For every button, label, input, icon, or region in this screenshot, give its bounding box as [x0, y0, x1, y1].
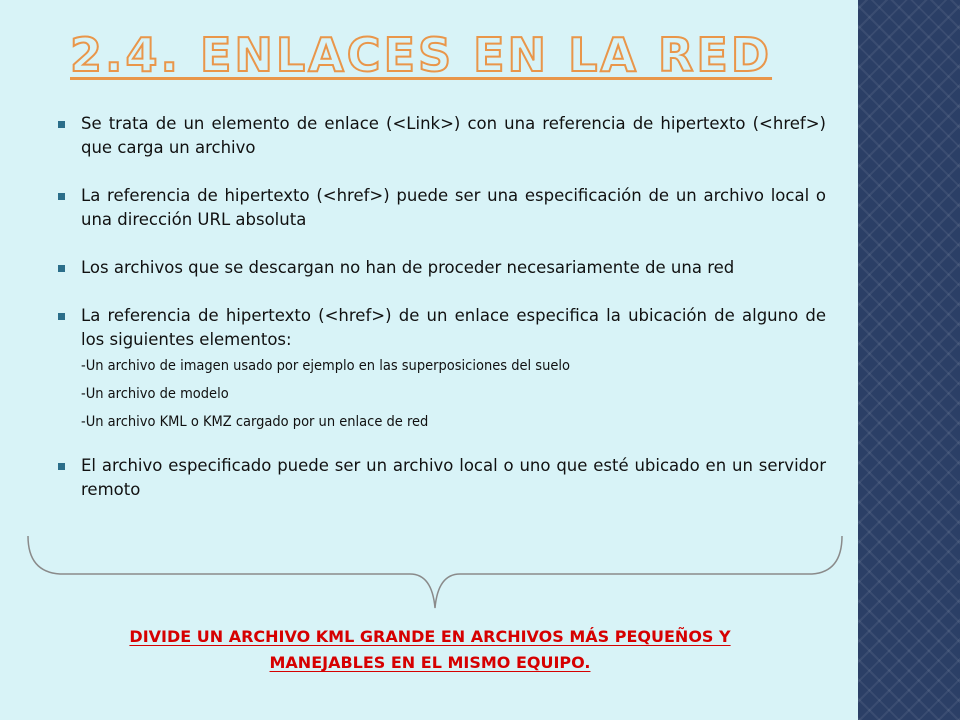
bullet-text: Los archivos que se descargan no han de proceder necesariamente de una red [81, 258, 735, 277]
sub-item: -Un archivo KML o KMZ cargado por un enlace de red [81, 414, 429, 430]
slide-title: 2.4. ENLACES EN LA RED [70, 28, 773, 82]
footer-line-2: MANEJABLES EN EL MISMO EQUIPO. [269, 653, 591, 672]
bullet-text: El archivo especificado puede ser un archivo local o uno que esté ubicado en un servidor remoto [81, 456, 826, 499]
bullet-text: La referencia de hipertexto (<href>) puede ser una especificación de un archivo local o una dirección URL absoluta [81, 186, 826, 229]
sub-item: -Un archivo de modelo [81, 386, 229, 402]
decorative-side-panel [858, 0, 960, 720]
footer-note [90, 624, 770, 676]
sub-item: -Un archivo de imagen usado por ejemplo en las superposiciones del suelo [81, 358, 570, 374]
footer-line-1: DIVIDE UN ARCHIVO KML GRANDE EN ARCHIVOS MÁS PEQUEÑOS Y [129, 627, 731, 646]
bullet-text: La referencia de hipertexto (<href>) de un enlace especifica la ubicación de alguno de los siguientes elementos: [81, 306, 826, 349]
bullet-text: Se trata de un elemento de enlace (<Link>) con una referencia de hipertexto (<href>) que carga un archivo [81, 114, 826, 157]
